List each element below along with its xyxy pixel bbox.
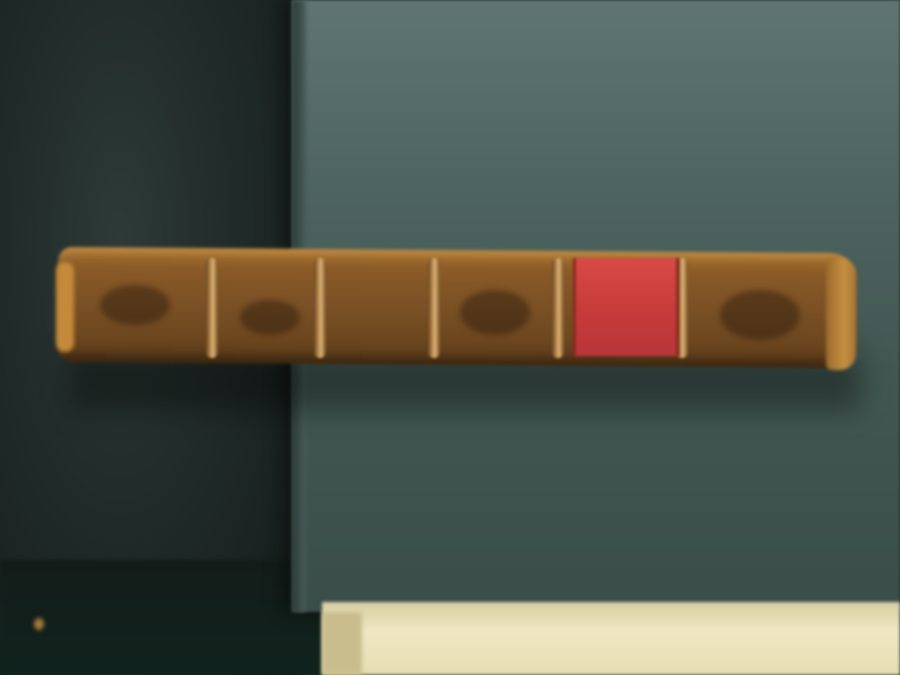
leather-wear-spot [240, 300, 300, 335]
spine-red-title-label [573, 258, 679, 356]
leather-wear-spot [100, 285, 170, 325]
spine-head-cap [56, 262, 74, 352]
cream-paper-fold [322, 612, 362, 675]
spine-raised-band [428, 258, 440, 358]
leather-wear-spot [460, 290, 530, 335]
spine-tail-cap [826, 258, 856, 370]
spine-raised-band [314, 258, 326, 358]
spine-raised-band [552, 258, 564, 358]
spine-raised-band [206, 258, 218, 358]
background-speck [34, 618, 44, 630]
dark-background-lower [0, 560, 330, 675]
cream-paper [322, 602, 900, 675]
leather-wear-spot [720, 290, 800, 340]
